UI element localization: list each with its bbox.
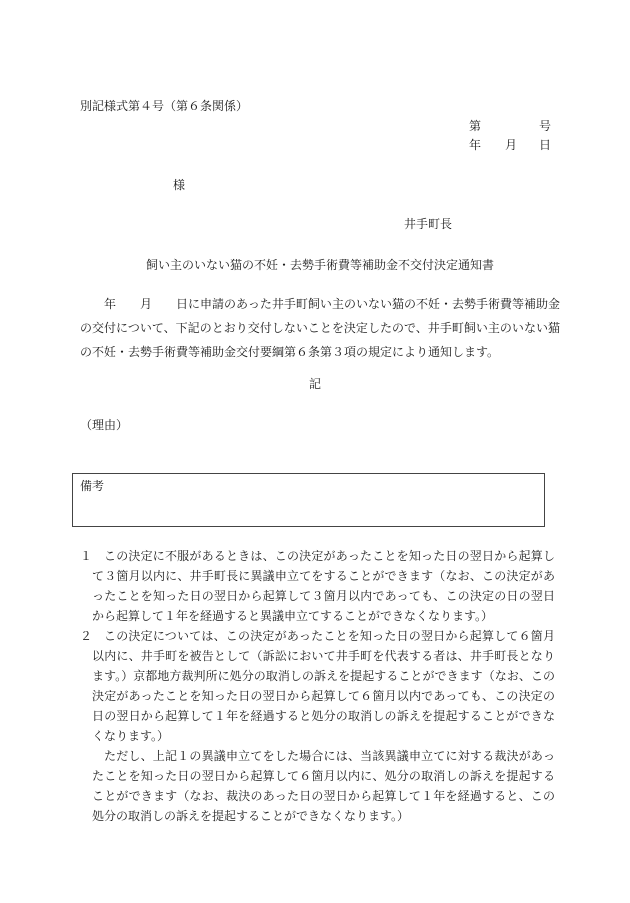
date-day: 日 <box>539 138 552 152</box>
note-item <box>80 626 555 826</box>
date-year: 年 <box>469 138 482 152</box>
ki-heading: 記 <box>309 377 322 391</box>
form-label: 別記様式第４号（第６条関係） <box>80 99 249 113</box>
addressee-suffix: 様 <box>173 178 186 192</box>
remarks-label: 備考 <box>80 479 105 493</box>
document-title: 飼い主のいない猫の不妊・去勢手術費等補助金不交付決定通知書 <box>146 258 495 272</box>
notes-list <box>80 546 555 826</box>
note-number: １ <box>80 549 93 563</box>
issuer: 井手町長 <box>404 217 453 231</box>
note-number: ２ <box>80 629 93 643</box>
note-item <box>80 546 555 626</box>
number-prefix: 第 <box>469 119 482 133</box>
reason-label: （理由） <box>80 418 129 432</box>
note-text: この決定に不服があるときは、この決定があったことを知った日の翌日から起算して３箇月以内に、井手町長に異議申立てをすることができます（なお、この決定があったことを知った日の翌日から起算して３箇月以内であっても、この決定の日の翌日から起算して１年を経過すると異議申立てすることができなくなります。） <box>92 549 555 623</box>
note-text: この決定については、この決定があったことを知った日の翌日から起算して６箇月以内に、井手町を被告として（訴訟において井手町を代表する者は、井手町長となります。）京都地方裁判所に処分の取消しの訴えを提起することができます（なお、この決定があったことを知った日の翌日から起算して６箇月以内であっても、この決定の日の翌日から起算して１年を経過すると処分の取消しの訴えを提起することができなくなります。） <box>92 629 555 743</box>
body-paragraph: 年 月 日に申請のあった井手町飼い主のいない猫の不妊・去勢手術費等補助金の交付について、下記のとおり交付しないことを決定したので、井手町飼い主のいない猫の不妊・去勢手術費等補助金交付要綱第６条第３項の規定により通知します。 <box>80 297 560 359</box>
date-month: 月 <box>505 138 518 152</box>
number-suffix: 号 <box>539 119 552 133</box>
remarks-box <box>72 473 545 527</box>
note-proviso: ただし、上記１の異議申立てをした場合には、当該異議申立てに対する裁決があったことを知った日の翌日から起算して６箇月以内に、処分の取消しの訴えを提起することができます（なお、裁決のあった日の翌日から起算して１年を経過すると、この処分の取消しの訴えを提起することができなくなります。） <box>92 749 555 823</box>
body-text <box>80 292 560 364</box>
